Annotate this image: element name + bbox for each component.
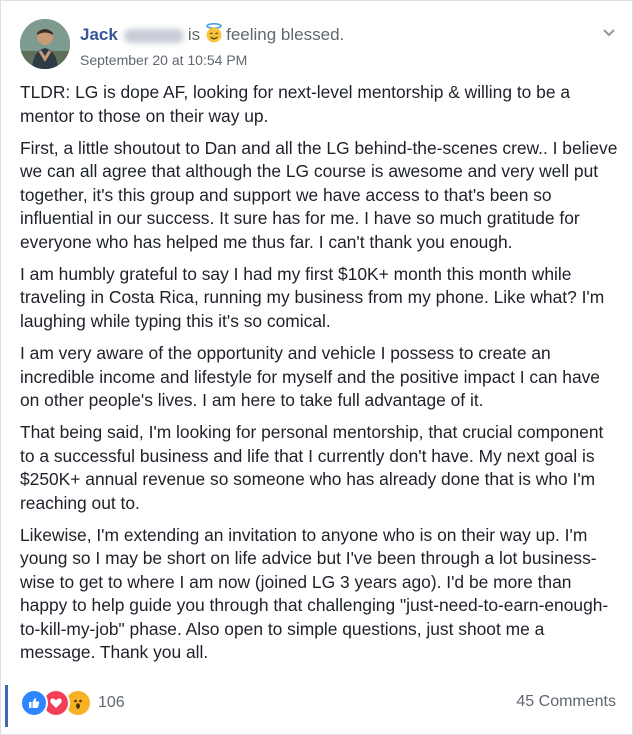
like-icon bbox=[20, 689, 48, 717]
post-header bbox=[20, 17, 620, 73]
post-timestamp[interactable]: September 20 at 10:54 PM bbox=[80, 52, 248, 68]
is-text: is bbox=[187, 25, 201, 44]
avatar-photo-icon bbox=[20, 19, 70, 69]
author-line bbox=[80, 23, 344, 48]
post-body bbox=[20, 81, 618, 674]
post-paragraph: TLDR: LG is dope AF, looking for next-level mentorship & willing to be a mentor to those on their way up. bbox=[20, 82, 571, 126]
post-paragraph: I am very aware of the opportunity and vehicle I possess to create an incredible income and lifestyle for myself and the positive impact I can have on other people's lives. I am here to take full advantage of it. bbox=[20, 343, 600, 411]
reaction-count: 106 bbox=[98, 694, 125, 711]
chevron-down-icon[interactable] bbox=[602, 25, 616, 35]
post-paragraph: That being said, I'm looking for personal mentorship, that crucial component to a successful business and life that I currently don't have. My next goal is $250K+ annual revenue so someone who has already done that is who I'm reaching out to. bbox=[20, 422, 604, 513]
avatar[interactable] bbox=[20, 19, 70, 69]
post-paragraph: Likewise, I'm extending an invitation to anyone who is on their way up. I'm young so I may be short on life advice but I've been through a lot business-wise to get to where I am now (joined LG 3 years ago). I'd be more than happy to help guide you through that challenging "just-need-to-earn-enough-to-kill-my-job" phase. Also open to simple questions, just shoot me a message. Thank you all. bbox=[20, 524, 609, 663]
author-name[interactable]: Jack bbox=[80, 25, 118, 44]
smiling-face-with-halo-icon bbox=[204, 23, 224, 48]
post-footer bbox=[20, 690, 616, 718]
redacted-name bbox=[124, 29, 184, 43]
reactions-summary[interactable] bbox=[20, 690, 125, 716]
feeling-text: feeling blessed. bbox=[226, 25, 345, 44]
comments-link[interactable]: 45 Comments bbox=[516, 693, 616, 710]
post-paragraph: I am humbly grateful to say I had my first $10K+ month this month while traveling in Costa Rica, running my business from my phone. Like what? I'm laughing while typing this it's so comical. bbox=[20, 263, 605, 331]
focus-accent-bar bbox=[5, 685, 8, 727]
post-paragraph: First, a little shoutout to Dan and all the LG behind-the-scenes crew.. I believe we can all agree that although the LG course is awesome and very well put together, it's this group and support we have access to that's been so influential in our success. It sure has for me. I have so much gratitude for everyone who has helped me thus far. I can't thank you enough. bbox=[20, 137, 618, 252]
